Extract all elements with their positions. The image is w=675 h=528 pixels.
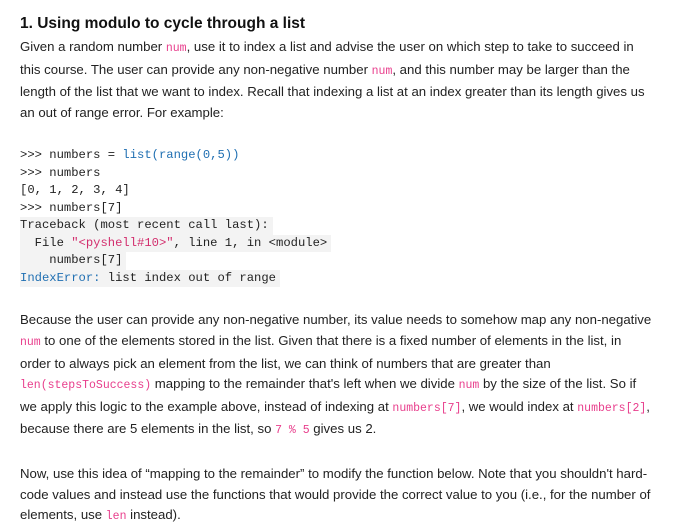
text: Because the user can provide any non-negative number, its value needs to somehow map any non-negative [20,312,652,328]
inline-code-len: len [105,510,127,524]
inline-code-num: num [371,64,393,78]
code-call: list(range(0,5)) [122,148,240,163]
code-text: >>> numbers = [20,148,123,163]
inline-code-len: len(stepsToSuccess) [20,379,152,393]
inline-code-num: num [458,379,480,393]
code-string: "<pyshell#10>" [71,235,174,250]
code-line: >>> numbers [20,165,101,180]
code-text: File [20,235,72,250]
code-text: list index out of range [100,270,276,285]
inline-code-index2: numbers[2] [577,401,647,415]
inline-code-modulo: 7 % 5 [275,424,310,438]
text: gives us 2. [309,421,377,437]
text: , use it to index a list and advise the user on which step to take to succeed in this course. The user can provide any non-negative number [20,39,634,77]
text: instead). [126,507,181,523]
code-line: numbers[7] [20,252,126,270]
code-line [20,235,331,253]
code-error-name: IndexError: [20,270,101,285]
explanation-paragraph [20,310,655,442]
text: Now, use this idea of “mapping to the remainder” to modify the function below. Note that you shouldn't hard-code values and instead use the functions that would provide the correct value to you (i.e., for the number of elements, use [20,465,651,523]
code-text: , line 1, in <module> [173,235,328,250]
code-line: [0, 1, 2, 3, 4] [20,183,130,198]
intro-paragraph [20,37,655,123]
text: by the size of the list. So if we apply this logic to the example above, instead of indexing at [20,376,637,414]
code-line [20,270,280,288]
code-line [20,147,655,165]
inline-code-num: num [165,42,187,55]
instruction-paragraph [20,464,655,528]
section-heading: 1. Using modulo to cycle through a list [20,15,306,32]
text: mapping to the remainder that's left when we divide [151,376,459,392]
code-line: >>> numbers[7] [20,200,123,215]
code-example [20,147,655,287]
inline-code-num: num [20,335,41,349]
code-line: Traceback (most recent call last): [20,217,273,235]
text: , we would index at [461,398,578,414]
text: , because there are 5 elements in the list, so [20,398,650,437]
text: to one of the elements stored in the list. Given that there is a fixed number of elements in the list, in order to always pick an element from the list, we can think of numbers that are greater than [20,332,622,371]
text: , and this number may be larger than the length of the list that we want to index. Recall that indexing a list at an index greater than its length gives us an out of range error. For example: [20,61,645,120]
text: Given a random number [20,39,166,54]
inline-code-index7: numbers[7] [392,401,462,415]
